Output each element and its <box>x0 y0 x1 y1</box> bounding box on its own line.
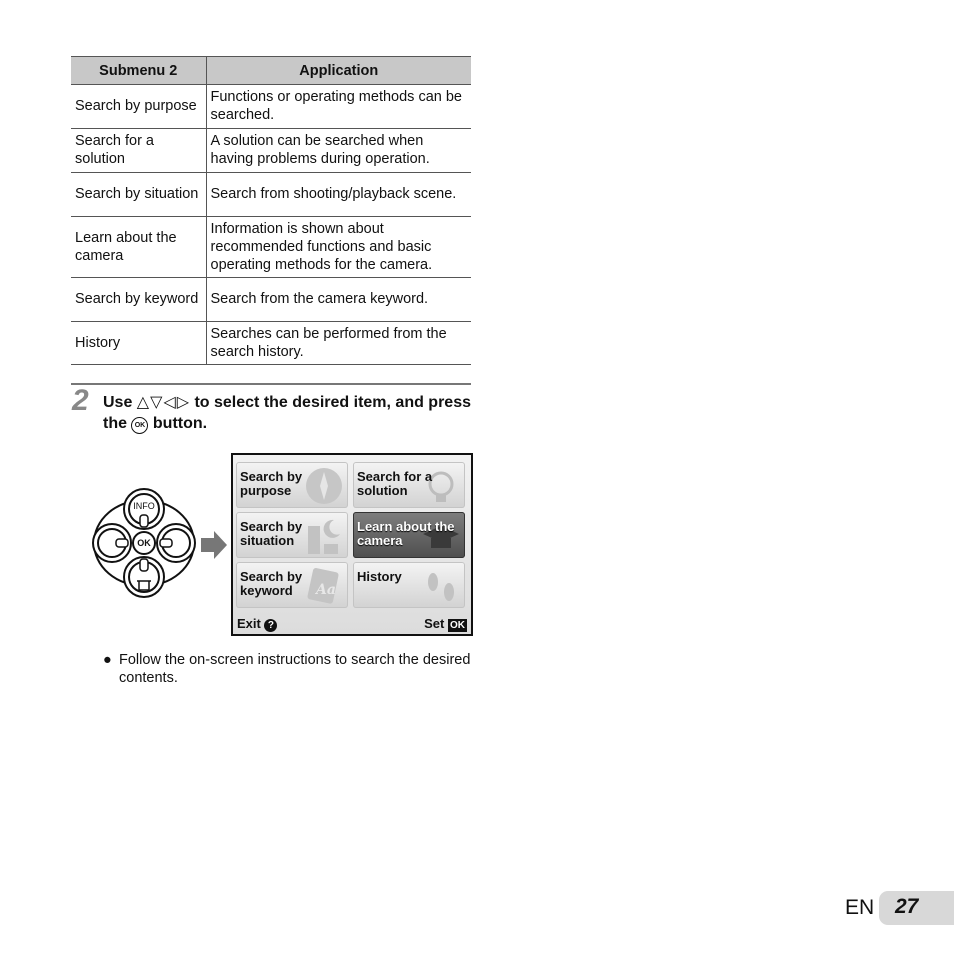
instruction-note <box>103 651 479 687</box>
language-label: EN <box>845 896 875 919</box>
ok-button-icon: OK <box>131 417 148 434</box>
table-row <box>71 278 471 322</box>
step-text-middle: to select the desired item, and press the <box>103 394 471 432</box>
table-cell-application: A solution can be searched when having problems during operation. <box>206 129 471 173</box>
menu-tile-search-by-situation[interactable] <box>236 512 348 558</box>
table-cell-submenu: Search by purpose <box>71 85 206 129</box>
table-cell-application: Searches can be performed from the search history. <box>206 322 471 365</box>
dial-ok-label: OK <box>137 538 151 548</box>
column-header-submenu: Submenu 2 <box>71 57 206 85</box>
table-row <box>71 173 471 217</box>
column-header-application: Application <box>206 57 471 85</box>
camera-screen <box>231 453 473 636</box>
set-label: Set <box>424 616 445 631</box>
svg-text:Aa: Aa <box>316 582 336 598</box>
tile-label: Search by situation <box>240 519 303 548</box>
exit-control[interactable] <box>237 616 277 632</box>
menu-tile-search-by-keyword[interactable] <box>236 562 348 608</box>
step-text-before: Use <box>103 394 137 411</box>
table-cell-application: Functions or operating methods can be searched. <box>206 85 471 129</box>
tile-label: Search for a solution <box>357 469 433 498</box>
step-instruction <box>103 392 473 434</box>
tile-label: Search by keyword <box>240 569 303 598</box>
menu-tile-history[interactable] <box>353 562 465 608</box>
table-cell-application: Search from shooting/playback scene. <box>206 173 471 217</box>
table-row <box>71 85 471 129</box>
bullet-icon: ● <box>103 652 112 668</box>
set-control[interactable] <box>424 616 467 632</box>
menu-tile-search-for-a-solution[interactable] <box>353 462 465 508</box>
tile-label: Search by purpose <box>240 469 303 498</box>
help-icon: ? <box>264 619 277 632</box>
note-text: Follow the on-screen instructions to search the desired contents. <box>119 652 471 686</box>
table-row <box>71 129 471 173</box>
table-cell-submenu: Search for a solution <box>71 129 206 173</box>
tile-label: Learn about the camera <box>357 519 455 548</box>
table-cell-application: Information is shown about recommended functions and basic operating methods for the camera. <box>206 217 471 278</box>
menu-tile-search-by-purpose[interactable] <box>236 462 348 508</box>
table-cell-application: Search from the camera keyword. <box>206 278 471 322</box>
screen-footer <box>233 612 471 634</box>
exit-label: Exit <box>237 616 261 631</box>
table-row <box>71 217 471 278</box>
dial-info-label: INFO <box>133 501 155 511</box>
tile-label: History <box>357 569 402 584</box>
table-cell-submenu: Search by keyword <box>71 278 206 322</box>
table-cell-submenu: Search by situation <box>71 173 206 217</box>
table-cell-submenu: History <box>71 322 206 365</box>
step-text-after: button. <box>148 415 208 432</box>
table-cell-submenu: Learn about the camera <box>71 217 206 278</box>
ok-icon: OK <box>450 620 465 631</box>
table-row <box>71 322 471 365</box>
menu-tile-learn-about-the-camera[interactable] <box>353 512 465 558</box>
submenu-table <box>71 56 471 365</box>
step-divider <box>71 383 471 385</box>
step-number: 2 <box>72 384 89 417</box>
page-number: 27 <box>895 895 919 918</box>
arrow-keys-icon: △▽◁▷ <box>136 394 191 411</box>
table-header-row <box>71 57 471 85</box>
right-arrow-icon <box>201 531 227 559</box>
page-number-tab <box>879 891 954 925</box>
